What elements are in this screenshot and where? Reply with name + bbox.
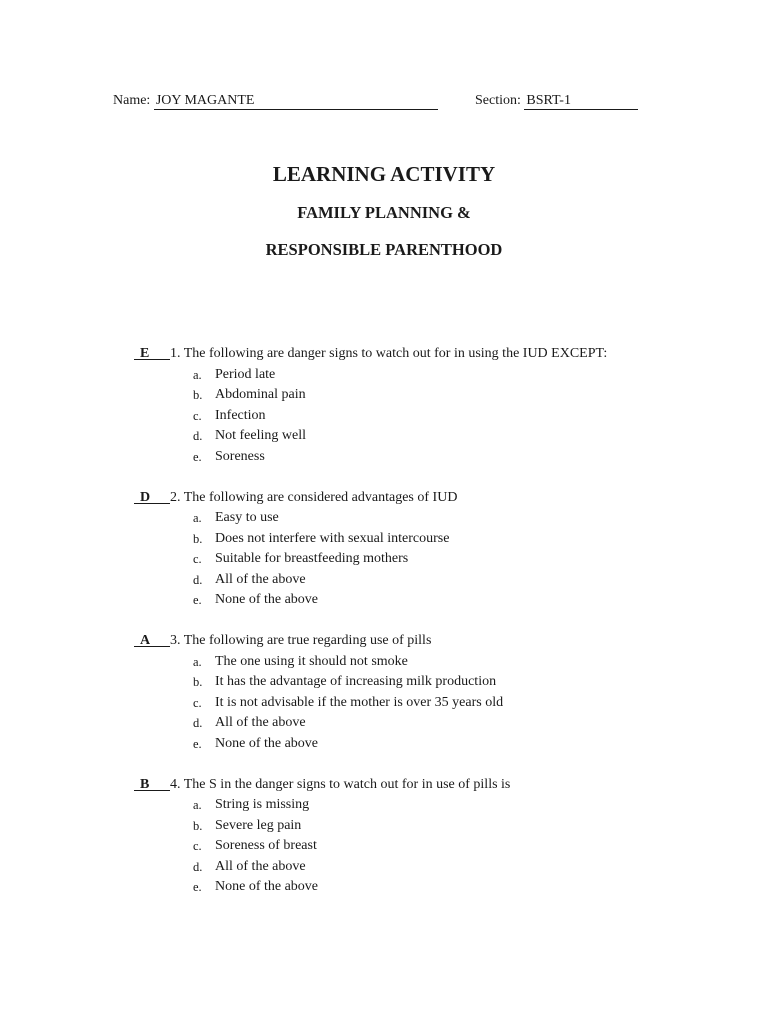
option-letter: a. (193, 511, 202, 525)
page-subtitle-2: RESPONSIBLE PARENTHOOD (265, 240, 503, 259)
option-letter: e. (193, 593, 202, 607)
option-item (0, 365, 768, 386)
option-item (0, 385, 768, 406)
option-item (0, 652, 768, 673)
option-letter: e. (193, 736, 202, 751)
section-field (475, 92, 638, 110)
question-2 (0, 488, 768, 611)
option-letter: b. (193, 675, 203, 689)
option-letter: b. (193, 388, 203, 402)
option-item (0, 816, 768, 837)
option-item (0, 672, 768, 693)
option-text: Soreness (215, 448, 265, 464)
option-item (0, 857, 768, 878)
option-letter: d. (193, 572, 203, 587)
option-text: None of the above (215, 879, 319, 894)
option-text: Abdominal pain (215, 387, 306, 402)
option-text: Not feeling well (215, 428, 306, 443)
option-letter: a. (193, 367, 202, 382)
option-text: None of the above (215, 592, 319, 607)
option-letter: a. (193, 654, 202, 669)
page-subtitle-1: FAMILY PLANNING & (297, 203, 471, 222)
question-list (0, 344, 768, 918)
option-text: All of the above (215, 858, 306, 874)
option-item (0, 795, 768, 816)
option-text: It is not advisable if the mother is over 35 years old (215, 694, 504, 710)
option-text: All of the above (215, 715, 306, 730)
option-letter: c. (193, 839, 202, 853)
option-letter: c. (193, 552, 202, 566)
option-text: Soreness of breast (215, 838, 317, 853)
question-text: 4. The S in the danger signs to watch out for in use of pills is (170, 776, 511, 792)
option-letter: d. (193, 716, 203, 730)
question-text: 3. The following are true regarding use of pills (170, 633, 432, 648)
option-item (0, 836, 768, 857)
option-text: None of the above (215, 735, 319, 751)
name-label: Name: (113, 93, 151, 108)
option-letter: d. (193, 859, 203, 874)
option-letter: e. (193, 449, 202, 464)
option-text: Does not interfere with sexual intercourse (215, 530, 450, 546)
option-letter: b. (193, 531, 203, 546)
option-item (0, 426, 768, 447)
option-text: Severe leg pain (215, 817, 302, 833)
option-item (0, 549, 768, 570)
question-text: 1. The following are danger signs to watch out for in using the IUD EXCEPT: (170, 346, 608, 361)
option-item (0, 734, 768, 755)
option-text: Infection (215, 407, 266, 423)
answer-blank: E (134, 344, 170, 360)
option-item (0, 590, 768, 611)
option-letter: a. (193, 798, 202, 812)
question-4 (0, 775, 768, 898)
section-value: BSRT-1 (524, 93, 638, 110)
answer-blank: D (134, 488, 170, 504)
option-item (0, 447, 768, 468)
option-text: Period late (215, 366, 276, 382)
option-item (0, 877, 768, 898)
option-item (0, 693, 768, 714)
option-item (0, 529, 768, 550)
name-value: JOY MAGANTE (154, 93, 438, 110)
option-letter: e. (193, 880, 202, 894)
option-text: All of the above (215, 571, 306, 587)
option-item (0, 406, 768, 427)
option-text: The one using it should not smoke (215, 653, 408, 669)
option-letter: c. (193, 695, 202, 710)
answer-blank: A (134, 631, 170, 647)
question-1 (0, 344, 768, 467)
option-letter: b. (193, 818, 203, 833)
option-letter: d. (193, 429, 203, 443)
page-title: LEARNING ACTIVITY (272, 162, 496, 186)
option-text: It has the advantage of increasing milk production (215, 674, 497, 689)
option-text: Suitable for breastfeeding mothers (215, 551, 409, 566)
section-label: Section: (475, 93, 521, 108)
option-item (0, 570, 768, 591)
option-item (0, 713, 768, 734)
option-item (0, 508, 768, 529)
option-letter: c. (193, 408, 202, 423)
question-3 (0, 631, 768, 754)
answer-blank: B (134, 775, 170, 791)
question-text: 2. The following are considered advantages of IUD (170, 489, 458, 505)
option-text: String is missing (215, 797, 310, 812)
name-field (113, 92, 438, 110)
option-text: Easy to use (215, 510, 279, 525)
